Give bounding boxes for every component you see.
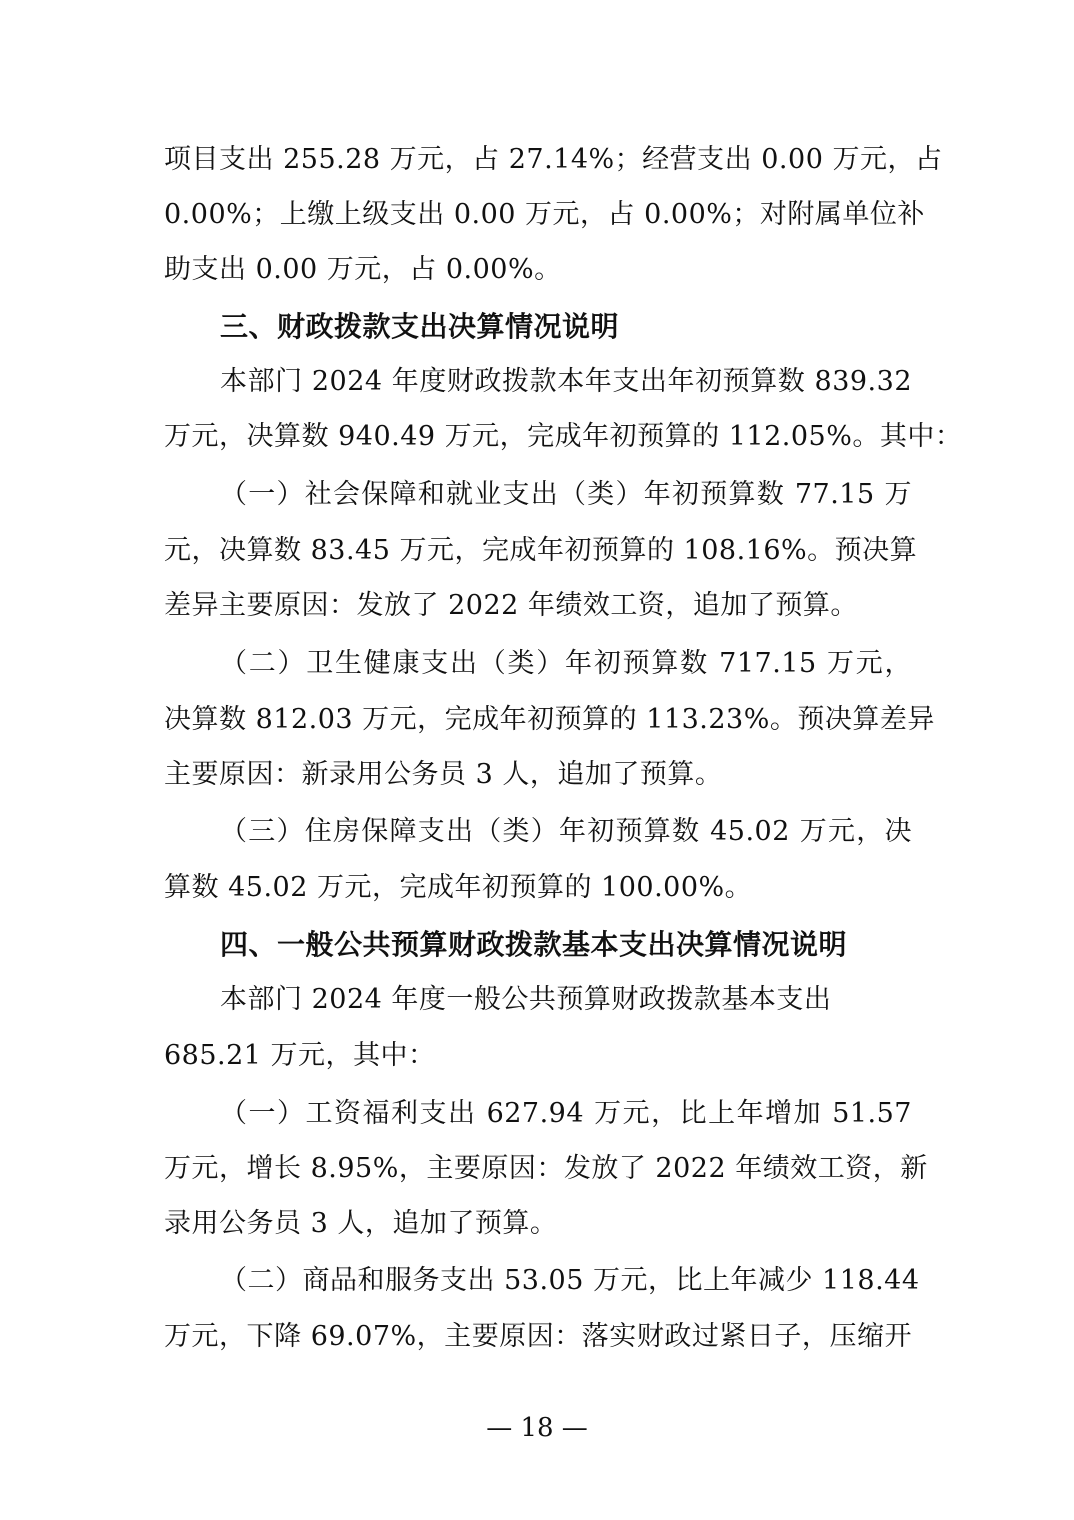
body-text-line: 本部门 2024 年度一般公共预算财政拨款基本支出 bbox=[220, 984, 832, 1015]
body-text-line: 主要原因：新录用公务员 3 人，追加了预算。 bbox=[164, 759, 723, 790]
body-text-line: 算数 45.02 万元，完成年初预算的 100.00%。 bbox=[164, 872, 753, 903]
body-text-line: 0.00%；上缴上级支出 0.00 万元，占 0.00%；对附属单位补 bbox=[164, 199, 925, 230]
body-text-line: 万元，下降 69.07%，主要原因：落实财政过紧日子，压缩开 bbox=[164, 1321, 912, 1352]
body-text-line: 万元，增长 8.95%，主要原因：发放了 2022 年绩效工资，新 bbox=[164, 1153, 928, 1184]
body-text-line: （二）商品和服务支出 53.05 万元，比上年减少 118.44 bbox=[220, 1265, 920, 1296]
body-text-line: 录用公务员 3 人，追加了预算。 bbox=[164, 1208, 558, 1239]
body-text-line: 本部门 2024 年度财政拨款本年支出年初预算数 839.32 bbox=[220, 366, 912, 397]
body-text-line: （一）工资福利支出 627.94 万元，比上年增加 51.57 bbox=[220, 1098, 912, 1129]
page-number: — 18 — bbox=[486, 1413, 588, 1443]
body-text-line: 元，决算数 83.45 万元，完成年初预算的 108.16%。预决算 bbox=[164, 535, 918, 566]
body-text-line: 685.21 万元，其中： bbox=[164, 1040, 436, 1071]
body-text-line: （三）住房保障支出（类）年初预算数 45.02 万元，决 bbox=[220, 816, 912, 847]
body-text-line: 万元，决算数 940.49 万元，完成年初预算的 112.05%。其中： bbox=[164, 421, 963, 452]
body-text-line: （二）卫生健康支出（类）年初预算数 717.15 万元， bbox=[220, 648, 912, 679]
body-text-line: 助支出 0.00 万元，占 0.00%。 bbox=[164, 254, 562, 285]
section-heading-3: 三、财政拨款支出决算情况说明 bbox=[220, 310, 620, 343]
body-text-line: 决算数 812.03 万元，完成年初预算的 113.23%。预决算差异 bbox=[164, 704, 935, 735]
section-heading-4: 四、一般公共预算财政拨款基本支出决算情况说明 bbox=[220, 928, 848, 961]
body-text-line: 差异主要原因：发放了 2022 年绩效工资，追加了预算。 bbox=[164, 590, 858, 621]
body-text-line: （一）社会保障和就业支出（类）年初预算数 77.15 万 bbox=[220, 479, 912, 510]
body-text-line: 项目支出 255.28 万元，占 27.14%；经营支出 0.00 万元，占 bbox=[164, 144, 943, 175]
